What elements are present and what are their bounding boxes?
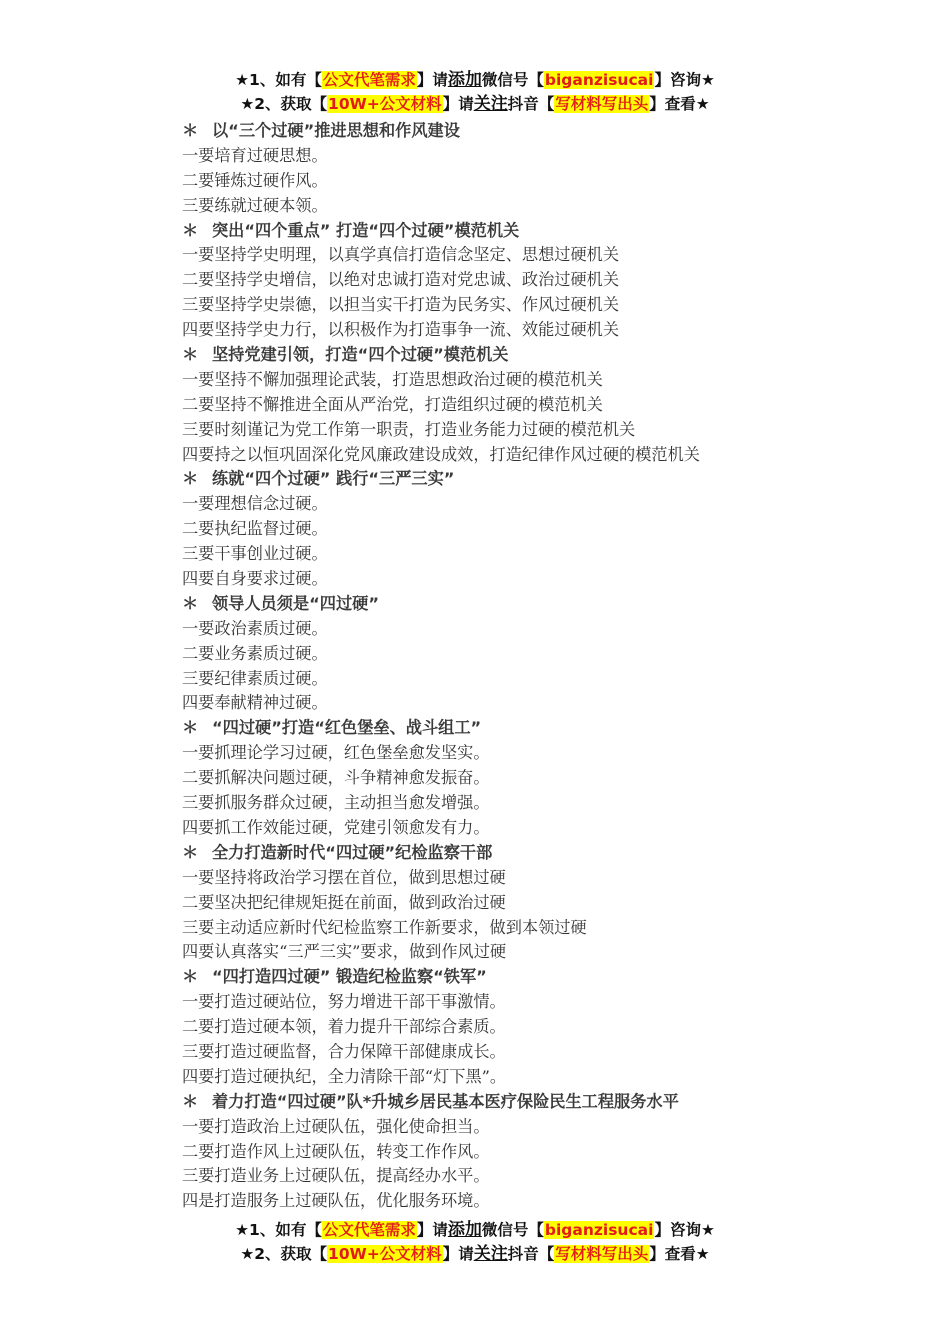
list-item: 二要打造过硬本领，着力提升干部综合素质。: [182, 1017, 506, 1037]
document-body: [182, 119, 922, 1214]
list-item: 一要打造政治上过硬队伍，强化使命担当。: [182, 1116, 490, 1136]
list-item: 四要坚持学史力行，以积极作为打造事争一流、效能过硬机关: [182, 320, 620, 340]
list-item: 二要坚持学史增信，以绝对忠诚打造对党忠诚、政治过硬机关: [182, 270, 620, 290]
asterisk-bullet: ＊: [182, 121, 199, 140]
asterisk-bullet: ＊: [182, 593, 199, 613]
section-heading: [182, 467, 922, 492]
section-heading: [182, 343, 922, 368]
heading-text: 领导人员须是“四过硬”: [212, 593, 379, 613]
section-heading: [182, 219, 922, 244]
banner-text: 微信号【: [481, 1221, 544, 1239]
section-heading: [182, 965, 922, 990]
list-item: 三要时刻谨记为党工作第一职责，打造业务能力过硬的模范机关: [182, 419, 636, 439]
heading-text: 以“三个过硬”推进思想和作风建设: [212, 121, 460, 140]
list-item: 二要锤炼过硬作风。: [182, 170, 328, 190]
list-item: 一要抓理论学习过硬，红色堡垒愈发坚实。: [182, 743, 490, 763]
top-banner: [0, 68, 950, 116]
heading-text: “四过硬”打造“红色堡垒、战斗组工”: [212, 718, 482, 738]
banner-text: 】查看★: [649, 95, 710, 113]
heading-text: 着力打造“四过硬”队*升城乡居民基本医疗保险民生工程服务水平: [212, 1091, 679, 1111]
underlined-word: 添加: [447, 70, 482, 90]
highlight-materials: 10W+公文材料: [328, 1245, 442, 1263]
list-item: 三要干事创业过硬。: [182, 544, 328, 564]
heading-text: “四打造四过硬” 锻造纪检监察“铁军”: [212, 967, 487, 987]
asterisk-bullet: ＊: [182, 345, 199, 365]
list-item: 一要理想信念过硬。: [182, 494, 328, 514]
list-item: 三要抓服务群众过硬，主动担当愈发增强。: [182, 793, 490, 813]
banner-text: ★1、如有【: [235, 71, 322, 89]
section-heading: [182, 841, 922, 866]
highlight-materials: 10W+公文材料: [328, 95, 442, 113]
list-item: 三要纪律素质过硬。: [182, 668, 328, 688]
list-item: 一要政治素质过硬。: [182, 618, 328, 638]
banner-line-1: [0, 68, 950, 92]
underlined-word: 关注: [473, 94, 508, 114]
list-item: 一要坚持不懈加强理论武装，打造思想政治过硬的模范机关: [182, 369, 603, 389]
banner-text: 】请: [416, 1221, 448, 1239]
list-item: 四要自身要求过硬。: [182, 569, 328, 589]
asterisk-bullet: ＊: [182, 220, 199, 240]
bottom-banner: [0, 1218, 950, 1266]
list-item: 三要主动适应新时代纪检监察工作新要求，做到本领过硬: [182, 917, 587, 937]
list-item: 一要坚持学史明理，以真学真信打造信念坚定、思想过硬机关: [182, 245, 620, 265]
list-item: 二要坚持不懈推进全面从严治党，打造组织过硬的模范机关: [182, 394, 603, 414]
highlight-wechat-id: biganzisucai: [544, 1221, 654, 1239]
list-item: 三要打造业务上过硬队伍，提高经办水平。: [182, 1166, 490, 1186]
section-heading: [182, 119, 922, 144]
banner-text: 】咨询★: [654, 71, 715, 89]
heading-text: 练就“四个过硬” 践行“三严三实”: [212, 469, 455, 489]
list-item: 二要执纪监督过硬。: [182, 519, 328, 539]
banner-text: 微信号【: [481, 71, 544, 89]
banner-text: ★2、获取【: [240, 95, 328, 113]
list-item: 四要奉献精神过硬。: [182, 693, 328, 713]
list-item: 三要练就过硬本领。: [182, 195, 328, 215]
highlight-douyin-account: 写材料写出头: [555, 1245, 649, 1263]
banner-line-2: [0, 1242, 950, 1266]
underlined-word: 添加: [447, 1220, 482, 1240]
list-item: 四要认真落实“三严三实”要求，做到作风过硬: [182, 942, 507, 962]
banner-text: 】查看★: [649, 1245, 710, 1263]
asterisk-bullet: ＊: [182, 842, 199, 862]
list-item: 二要坚决把纪律规矩挺在前面，做到政治过硬: [182, 892, 506, 912]
heading-text: 全力打造新时代“四过硬”纪检监察干部: [212, 842, 493, 862]
section-heading: [182, 1090, 922, 1115]
banner-text: 】请: [416, 71, 448, 89]
list-item: 四是打造服务上过硬队伍，优化服务环境。: [182, 1191, 490, 1211]
highlight-service: 公文代笔需求: [322, 1221, 416, 1239]
list-item: 三要坚持学史崇德，以担当实干打造为民务实、作风过硬机关: [182, 295, 620, 315]
asterisk-bullet: ＊: [182, 718, 199, 738]
banner-text: 】咨询★: [654, 1221, 715, 1239]
section-heading: [182, 716, 922, 741]
highlight-douyin-account: 写材料写出头: [555, 95, 649, 113]
highlight-wechat-id: biganzisucai: [544, 71, 654, 89]
highlight-service: 公文代笔需求: [322, 71, 416, 89]
list-item: 四要持之以恒巩固深化党风廉政建设成效，打造纪律作风过硬的模范机关: [182, 444, 700, 464]
banner-text: ★1、如有【: [235, 1221, 322, 1239]
heading-text: 坚持党建引领，打造“四个过硬”模范机关: [212, 345, 509, 365]
banner-text: 】请: [442, 95, 474, 113]
heading-text: 突出“四个重点” 打造“四个过硬”模范机关: [212, 220, 520, 240]
asterisk-bullet: ＊: [182, 1091, 199, 1111]
banner-text: ★2、获取【: [240, 1245, 328, 1263]
list-item: 四要打造过硬执纪，全力清除干部“灯下黑”。: [182, 1066, 507, 1086]
banner-text: 】请: [442, 1245, 474, 1263]
list-item: 一要培育过硬思想。: [182, 145, 328, 165]
banner-text: 抖音【: [507, 1245, 555, 1263]
list-item: 三要打造过硬监督，合力保障干部健康成长。: [182, 1041, 506, 1061]
banner-line-1: [0, 1218, 950, 1242]
list-item: 四要抓工作效能过硬，党建引领愈发有力。: [182, 817, 490, 837]
underlined-word: 关注: [473, 1244, 508, 1264]
asterisk-bullet: ＊: [182, 469, 199, 489]
list-item: 二要抓解决问题过硬，斗争精神愈发振奋。: [182, 768, 490, 788]
list-item: 二要打造作风上过硬队伍，转变工作作风。: [182, 1141, 490, 1161]
list-item: 一要打造过硬站位，努力增进干部干事激情。: [182, 992, 506, 1012]
banner-line-2: [0, 92, 950, 116]
section-heading: [182, 592, 922, 617]
asterisk-bullet: ＊: [182, 967, 199, 987]
banner-text: 抖音【: [507, 95, 555, 113]
list-item: 一要坚持将政治学习摆在首位，做到思想过硬: [182, 867, 506, 887]
list-item: 二要业务素质过硬。: [182, 643, 328, 663]
